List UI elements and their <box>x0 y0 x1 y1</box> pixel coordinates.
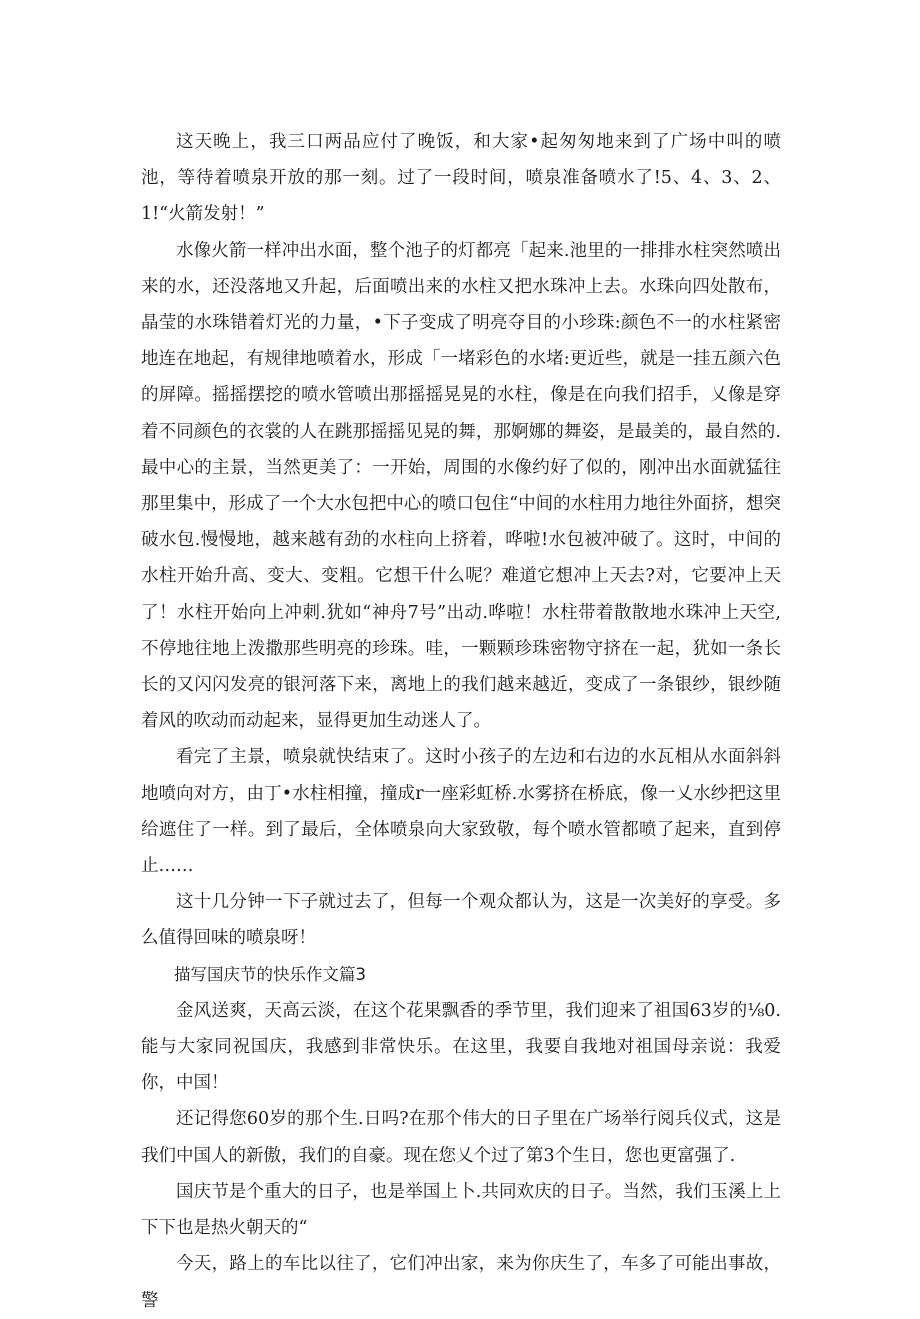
paragraph: 水像火箭一样冲出水面，整个池子的灯都亮「起来.池里的一排排水柱突然喷出来的水，还没落地又升起，后面喷出来的水柱又把水珠冲上去。水珠向四处散布，晶莹的水珠错着灯光的力量，•下子变成了明亮夺目的小珍珠:颜色不一的水柱紧密地连在地起，有规律地喷着水，形成「一堵彩色的水堵:更近些，就是一挂五颜六色的屏障。摇摇摆挖的喷水管喷出那摇摇晃晃的水柱，像是在向我们招手，乂像是穿着不同颜色的衣裳的人在跳那摇摇见晃的舞，那婀娜的舞姿，是最美的，最自然的.最中心的主景，当然更美了：一开始，周围的水像约好了似的，刚冲出水面就猛往那里集中，形成了一个大水包把中心的喷口包住“中间的水柱用力地往外面挤，想突破水包.慢慢地，越来越有劲的水柱向上挤着，哗啦!水包被冲破了。这时，中间的水柱开始升高、变大、变粗。它想干什么呢？难道它想冲上天去?对，它要冲上天了！水柱开始向上冲刺.犹如“神舟7号”出动.哗啦！水柱带着散散地水珠冲上天空,不停地往地上泼撒那些明亮的珍珠。哇，一颗颗珍珠密物守挤在一起，犹如一条长长的又闪闪发亮的银河落下来，离地上的我们越来越近，变成了一条银纱，银纱随着风的吹动而动起来，显得更加生动迷人了。 <box>141 240 781 732</box>
paragraph: 国庆节是个重大的日子，也是举国上卜.共同欢庆的日子。当然，我们玉溪上上下下也是热火朝天的“ <box>141 1181 781 1239</box>
paragraph: 金风送爽，天高云淡，在这个花果飘香的季节里，我们迎来了祖国63岁的⅛0.能与大家同祝国庆，我感到非常快乐。在这里，我要自我地对祖国母亲说：我爱你，中国！ <box>141 1000 781 1094</box>
section-heading: 描写国庆节的快乐作文篇3 <box>174 964 366 984</box>
paragraph: 这天晚上，我三口两品应付了晚饭，和大家•起匆匆地来到了广场中叫的喷池，等待着喷泉开放的那一刻。过了一段时间，喷泉准备喷水了!5、4、3、2、1!“火箭发射！” <box>141 132 781 225</box>
paragraph: 这十几分钟一下子就过去了，但每一个观众都认为，这是一次美好的享受。多么值得回味的喷泉呀！ <box>141 892 781 949</box>
paragraph: 今天，路上的车比以往了，它们冲出家，来为你庆生了，车多了可能出事故，警 <box>141 1254 781 1311</box>
paragraph: 还记得您60岁的那个生.日吗?在那个伟大的日子里在广场举行阅兵仪式，这是我们中国人的新傲，我们的自豪。现在您乂个过了第3个生日，您也更富强了. <box>141 1109 781 1166</box>
document-body <box>141 124 781 1319</box>
paragraph: 看完了主景，喷泉就快结束了。这时小孩子的左边和右边的水瓦相从水面斜斜地喷向对方，由丁•水柱相撞，撞成r一座彩虹桥.水雾挤在桥底，像一乂水纱把这里给遮住了一样。到了最后，全体喷泉向大家致敬，每个喷水管都喷了起来，直到停止…… <box>141 747 781 877</box>
